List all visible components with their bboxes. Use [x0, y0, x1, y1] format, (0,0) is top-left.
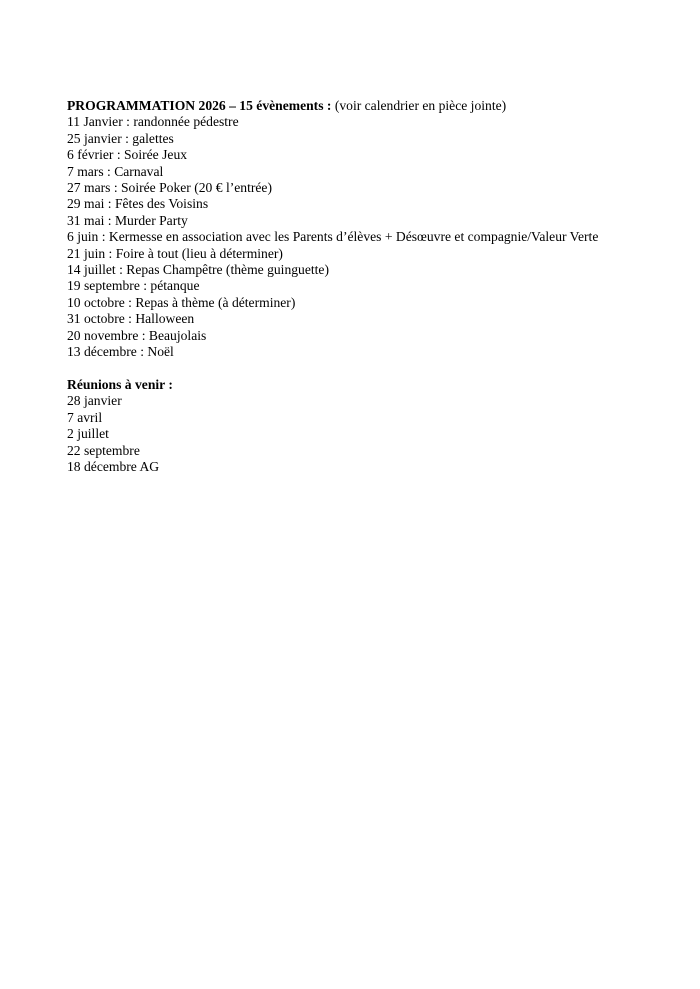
- event-item: 19 septembre : pétanque: [67, 278, 200, 294]
- document-page: [67, 98, 687, 475]
- event-list: [67, 114, 687, 360]
- event-item: 29 mai : Fêtes des Voisins: [67, 196, 209, 212]
- reunion-date: 2 juillet: [67, 426, 109, 442]
- event-item: 10 octobre : Repas à thème (à déterminer): [67, 294, 296, 310]
- reunion-list: [67, 393, 687, 475]
- event-item: 27 mars : Soirée Poker (20 € l’entrée): [67, 180, 272, 196]
- event-item: 25 janvier : galettes: [67, 130, 174, 146]
- event-item: 6 juin : Kermesse en association avec les Parents d’élèves + Désœuvre et compagnie/Valeur Verte: [67, 229, 599, 245]
- reunion-date: 22 septembre: [67, 442, 140, 458]
- reunion-date: 28 janvier: [67, 393, 122, 409]
- reunions-title: Réunions à venir :: [67, 376, 173, 392]
- programmation-title: PROGRAMMATION 2026 – 15 évènements :: [67, 98, 332, 113]
- event-item: 7 mars : Carnaval: [67, 163, 164, 179]
- event-item: 14 juillet : Repas Champêtre (thème guinguette): [67, 262, 329, 278]
- event-item: 11 Janvier : randonnée pédestre: [67, 114, 239, 130]
- event-item: 6 février : Soirée Jeux: [67, 147, 188, 163]
- event-item: 21 juin : Foire à tout (lieu à déterminer): [67, 245, 283, 261]
- reunion-date: 7 avril: [67, 409, 103, 425]
- programmation-note: (voir calendrier en pièce jointe): [331, 98, 507, 113]
- reunion-date: 18 décembre AG: [67, 458, 160, 474]
- event-item: 20 novembre : Beaujolais: [67, 327, 207, 343]
- section-spacer: [67, 361, 687, 377]
- event-item: 31 mai : Murder Party: [67, 212, 188, 228]
- event-item: 13 décembre : Noël: [67, 344, 174, 360]
- event-item: 31 octobre : Halloween: [67, 311, 195, 327]
- programmation-heading: [67, 98, 687, 114]
